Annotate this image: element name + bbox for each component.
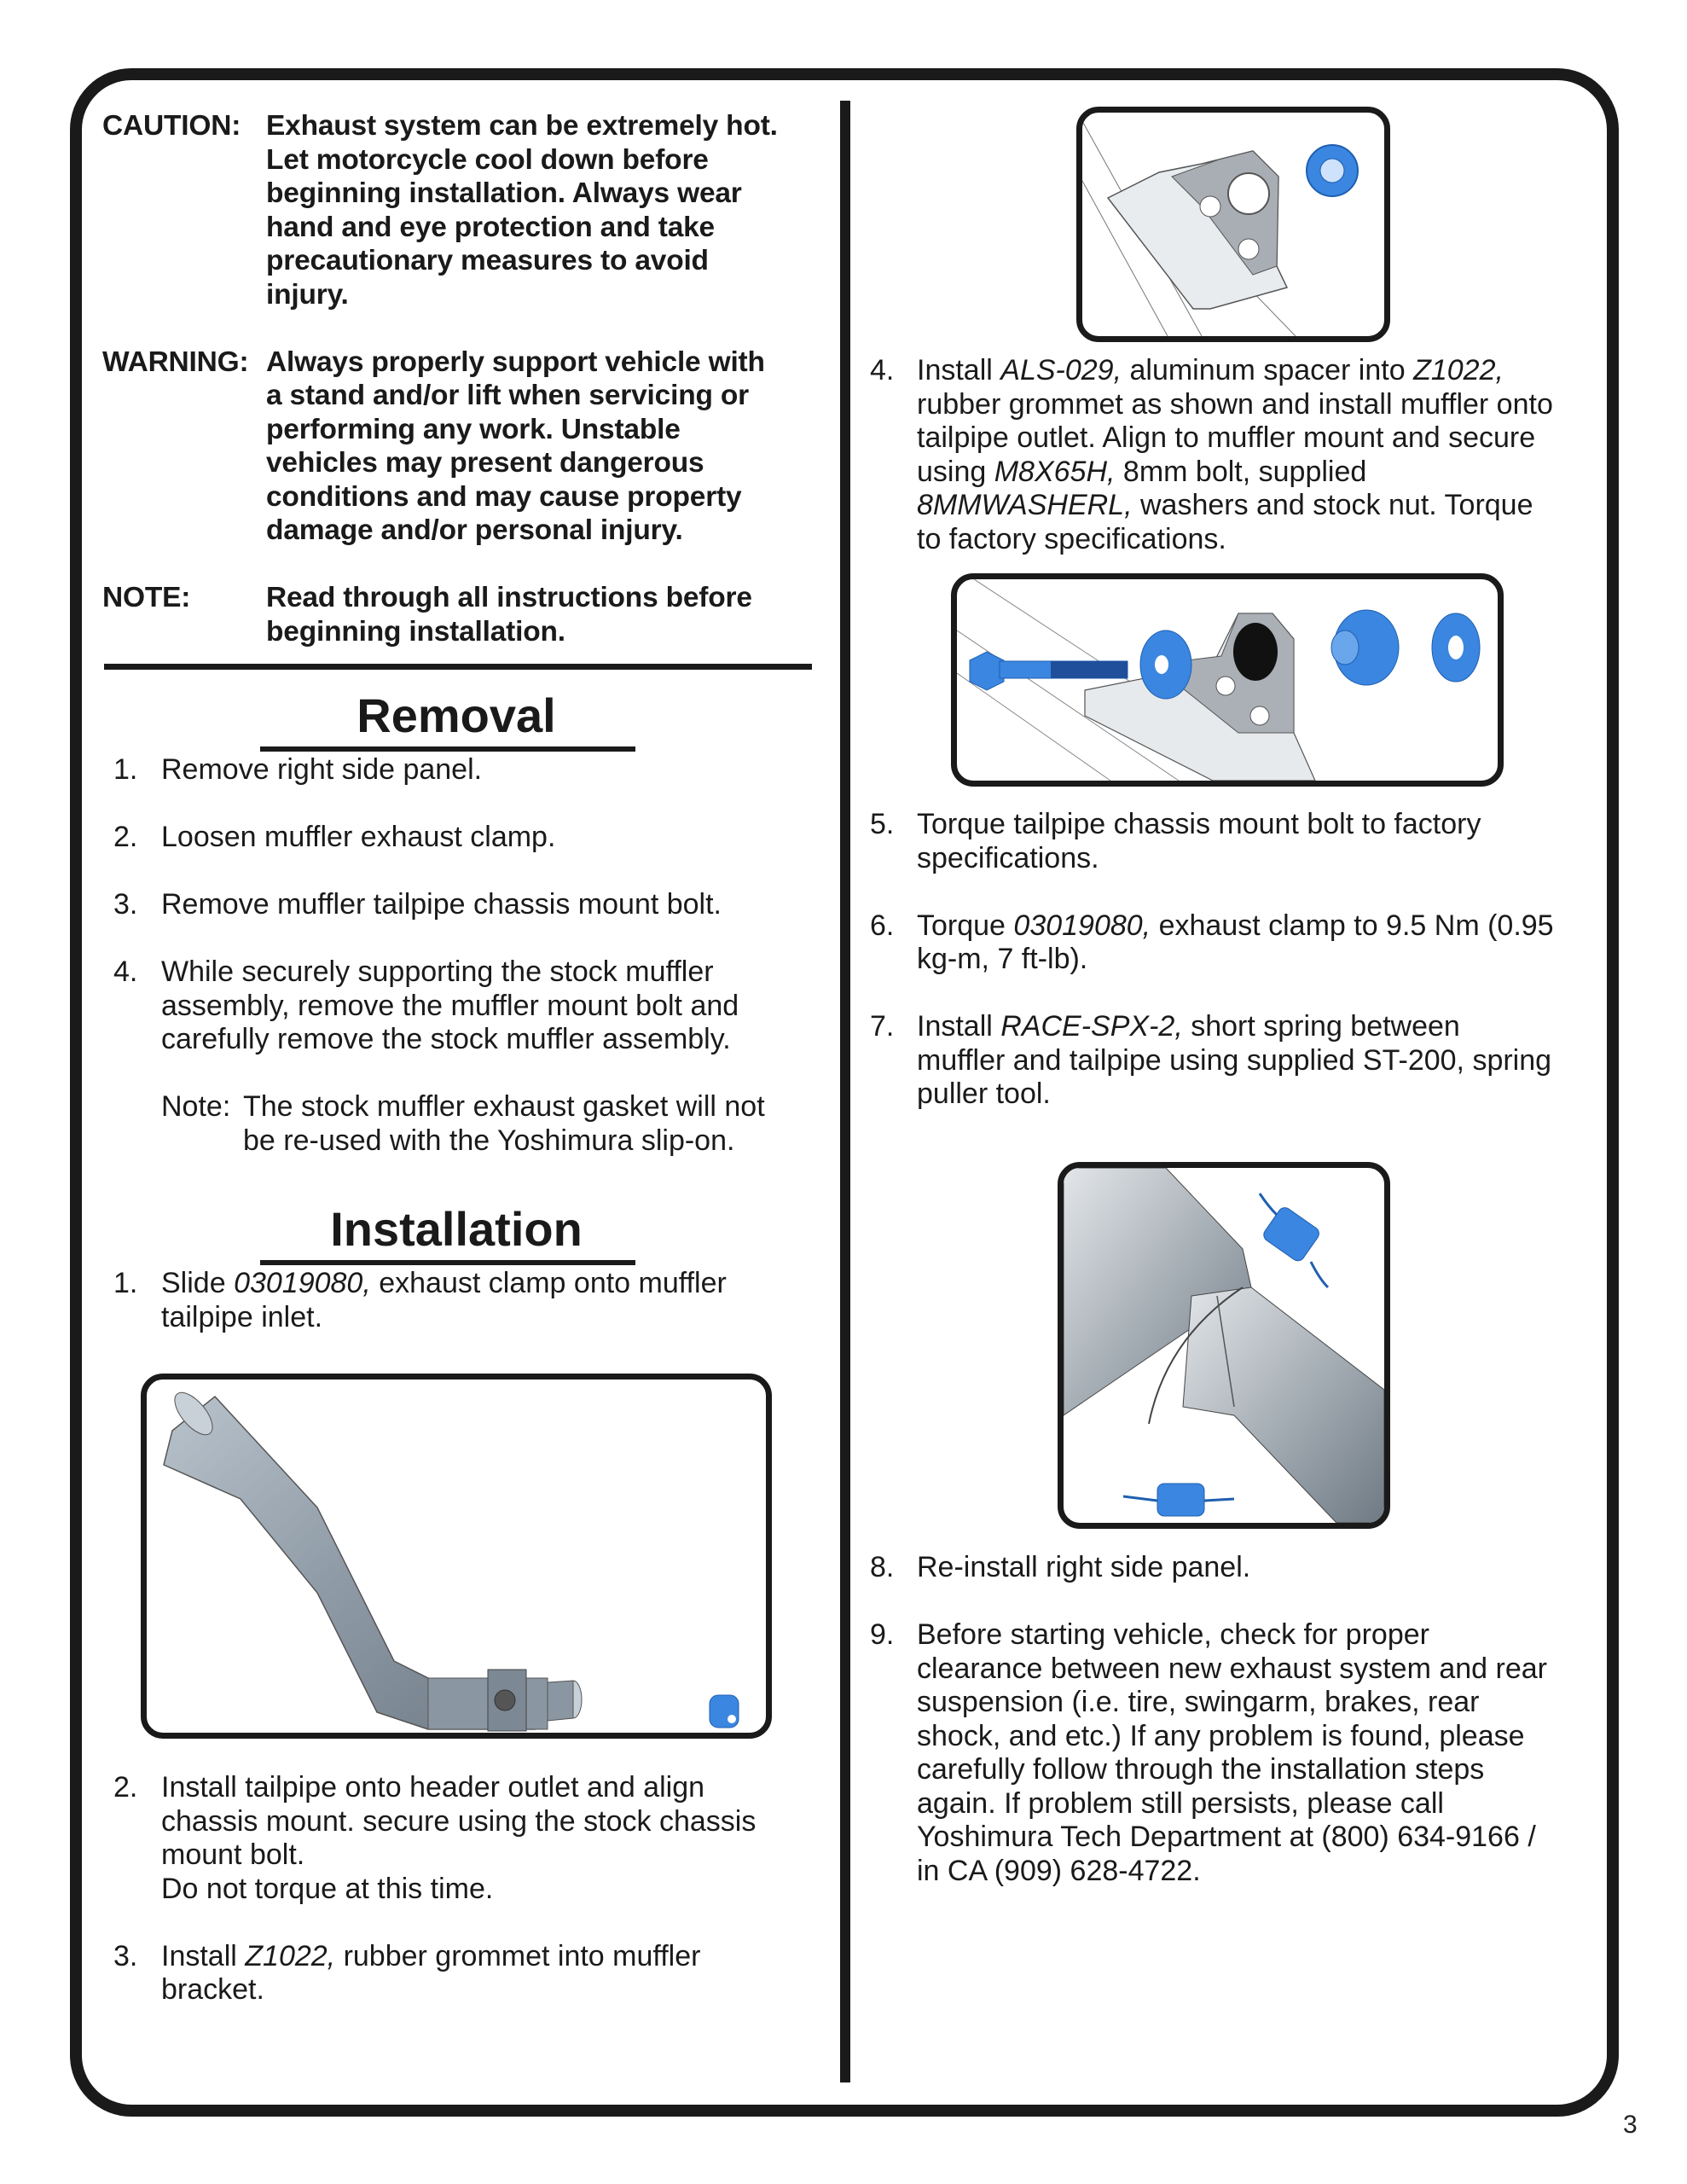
- text: using: [917, 455, 994, 488]
- step-line: While securely supporting the stock muffler: [161, 956, 714, 988]
- part-number: 03019080,: [234, 1267, 371, 1299]
- step-number: 8.: [870, 1551, 895, 1583]
- text: Slide: [161, 1267, 235, 1299]
- caution-line: Exhaust system can be extremely hot.: [266, 110, 778, 142]
- bracket-illustration: [1082, 113, 1384, 336]
- text: Install: [917, 354, 1001, 386]
- warning-line: performing any work. Unstable: [266, 413, 681, 445]
- installation-step: [102, 1267, 819, 1334]
- part-number: Z1022,: [1413, 354, 1504, 386]
- step-line: Before starting vehicle, check for proper: [917, 1618, 1429, 1651]
- step-line: [917, 909, 1597, 944]
- step-line: Loosen muffler exhaust clamp.: [161, 821, 556, 853]
- step-line: [917, 1010, 1597, 1044]
- text: Install: [161, 1939, 246, 1972]
- figure-bracket-grommet: [1076, 107, 1390, 342]
- step-line: Re-install right side panel.: [917, 1551, 1251, 1583]
- step-text: [917, 1010, 1597, 1112]
- springs-illustration: [1064, 1168, 1384, 1523]
- step-text: [917, 808, 1597, 875]
- left-column-lower: [102, 1771, 819, 2007]
- installation-step: [102, 1940, 819, 2007]
- step-number: 7.: [870, 1010, 895, 1043]
- installation-step: [863, 808, 1597, 875]
- step-line: bracket.: [161, 1973, 264, 2006]
- step-line: shock, and etc.) If any problem is found, please: [917, 1719, 1525, 1752]
- step-line: carefully follow through the installation steps: [917, 1753, 1485, 1786]
- step-line: carefully remove the stock muffler assembly.: [161, 1023, 731, 1055]
- step-number: 2.: [113, 821, 138, 853]
- removal-steps: [102, 753, 819, 1158]
- note-text: [266, 581, 819, 648]
- note-line: beginning installation.: [266, 615, 565, 648]
- caution-line: Let motorcycle cool down before: [266, 143, 709, 176]
- installation-step: [863, 909, 1597, 977]
- installation-step: [863, 1010, 1597, 1112]
- installation-step: [863, 354, 1597, 556]
- step-line: again. If problem still persists, please call: [917, 1786, 1444, 1820]
- step-line: Torque tailpipe chassis mount bolt to factory: [917, 808, 1481, 840]
- text: rubber grommet into muffler: [335, 1939, 701, 1972]
- installation-heading-text: Installation: [330, 1202, 583, 1256]
- step-line: tailpipe outlet. Align to muffler mount and secure: [917, 421, 1536, 454]
- bolt-stack-illustration: [957, 579, 1498, 781]
- warning-line: Always properly support vehicle with: [266, 346, 765, 378]
- step-text: [161, 888, 819, 922]
- caution-line: precautionary measures to avoid: [266, 245, 709, 276]
- heading-underline: [260, 1260, 635, 1265]
- step-number: 9.: [870, 1618, 895, 1651]
- installation-steps-left: [102, 1267, 819, 1334]
- step-line: kg-m, 7 ft-lb).: [917, 943, 1088, 975]
- installation-step: [863, 1618, 1597, 1888]
- step-number: 3.: [113, 888, 138, 921]
- step-line: [917, 354, 1597, 388]
- step-line: puller tool.: [917, 1077, 1051, 1110]
- left-column: [102, 109, 819, 1334]
- right-column-step4: [863, 354, 1597, 556]
- part-number: ALS-029,: [1000, 354, 1122, 386]
- removal-step: [102, 821, 819, 855]
- step-text: [917, 909, 1597, 977]
- step-line: mount bolt.: [161, 1838, 305, 1871]
- step-line: in CA (909) 628-4722.: [917, 1854, 1201, 1887]
- part-number: 8MMWASHERL,: [917, 489, 1133, 521]
- step-line: suspension (i.e. tire, swingarm, brakes, rear: [917, 1686, 1480, 1718]
- caution-label: CAUTION:: [102, 110, 241, 142]
- note-label: NOTE:: [102, 582, 191, 613]
- step-line: [161, 1940, 819, 1974]
- spring-icon: [1260, 1194, 1328, 1287]
- text: Torque: [917, 909, 1014, 942]
- step-text: [161, 1771, 819, 1906]
- note-line: Read through all instructions before: [266, 582, 752, 613]
- step-line: muffler and tailpipe using supplied ST-200, spring: [917, 1043, 1552, 1077]
- step-number: 2.: [113, 1771, 138, 1804]
- text: exhaust clamp to 9.5 Nm (0.95: [1151, 909, 1554, 942]
- caution-text: [266, 109, 819, 311]
- installation-steps-right: [863, 354, 1597, 556]
- tailpipe-illustration: [147, 1380, 766, 1733]
- removal-heading-text: Removal: [357, 688, 556, 742]
- step-number: 3.: [113, 1939, 138, 1972]
- caution-block: [102, 109, 819, 311]
- step-number: 6.: [870, 909, 895, 942]
- page-number: 3: [1623, 2111, 1638, 2139]
- step-line: [917, 489, 1597, 523]
- installation-steps-left-lower: [102, 1771, 819, 2007]
- right-column-steps-5-7: [863, 808, 1597, 1112]
- removal-step: [102, 888, 819, 922]
- removal-heading: [102, 688, 810, 752]
- step-text: [161, 956, 819, 1158]
- step-text: [161, 753, 819, 787]
- step-line: to factory specifications.: [917, 522, 1226, 555]
- note-label: Note:: [161, 1090, 231, 1123]
- right-column-steps-8-9: [863, 1551, 1597, 1888]
- bolt-icon: [970, 652, 1128, 690]
- removal-step: [102, 753, 819, 787]
- washer-icon: [1140, 630, 1191, 699]
- caution-line: beginning installation. Always wear: [266, 177, 742, 209]
- step-number: 1.: [113, 753, 138, 786]
- installation-steps-right: [863, 1551, 1597, 1888]
- step-text: [161, 1267, 819, 1334]
- spacer-grommet-icon: [1331, 610, 1399, 685]
- caution-line: hand and eye protection and take: [266, 211, 715, 243]
- text: Install: [917, 1010, 1001, 1043]
- step-line: assembly, remove the muffler mount bolt and: [161, 989, 739, 1022]
- caution-line: injury.: [266, 278, 349, 311]
- step-line: Install tailpipe onto header outlet and align: [161, 1771, 705, 1804]
- installation-steps-right: [863, 808, 1597, 1112]
- note-line: be re-used with the Yoshimura slip-on.: [243, 1124, 735, 1157]
- step-line: rubber grommet as shown and install muffler onto: [917, 387, 1553, 421]
- text: short spring between: [1182, 1010, 1460, 1043]
- step-number: 5.: [870, 808, 895, 840]
- text: washers and stock nut. Torque: [1132, 489, 1533, 521]
- text: exhaust clamp onto muffler: [370, 1267, 727, 1299]
- section-rule: [104, 664, 812, 670]
- part-number: M8X65H,: [994, 455, 1116, 488]
- step-text: [161, 1940, 819, 2007]
- step-text: [917, 1551, 1597, 1585]
- step-number: 4.: [870, 354, 895, 386]
- step-line: Remove right side panel.: [161, 753, 483, 786]
- step-number: 1.: [113, 1267, 138, 1299]
- warning-line: damage and/or personal injury.: [266, 514, 683, 546]
- warning-line: a stand and/or lift when servicing or: [266, 380, 749, 411]
- step-line: Do not torque at this time.: [161, 1872, 494, 1905]
- removal-step: [102, 956, 819, 1158]
- note-block: [102, 581, 819, 648]
- warning-block: [102, 346, 819, 548]
- installation-step: [102, 1771, 819, 1906]
- column-divider: [840, 101, 850, 2082]
- installation-step: [863, 1551, 1597, 1585]
- warning-text: [266, 346, 819, 548]
- figure-tailpipe-clamp: [141, 1374, 772, 1739]
- grommet-icon: [1307, 145, 1358, 196]
- step-line: chassis mount. secure using the stock chassis: [161, 1804, 757, 1838]
- step-line: [161, 1267, 819, 1301]
- part-number: Z1022,: [245, 1939, 336, 1972]
- text: aluminum spacer into: [1122, 354, 1414, 386]
- warning-line: conditions and may cause property: [266, 480, 742, 513]
- step-line: Yoshimura Tech Department at (800) 634-9166 /: [917, 1821, 1536, 1853]
- installation-heading: [102, 1202, 810, 1265]
- step-line: clearance between new exhaust system and rear: [917, 1652, 1547, 1685]
- step-line: tailpipe inlet.: [161, 1300, 323, 1333]
- heading-underline: [260, 746, 635, 752]
- step-text: [161, 821, 819, 855]
- removal-note: [161, 1090, 819, 1124]
- washer-icon: [1432, 613, 1480, 682]
- figure-springs: [1058, 1162, 1390, 1529]
- step-text: [917, 1618, 1597, 1888]
- part-number: RACE-SPX-2,: [1000, 1010, 1183, 1043]
- text: 8mm bolt, supplied: [1115, 455, 1367, 488]
- warning-line: vehicles may present dangerous: [266, 447, 704, 479]
- step-line: specifications.: [917, 841, 1099, 874]
- clamp-icon: [710, 1695, 739, 1728]
- spring-icon: [1123, 1484, 1234, 1516]
- step-line: Remove muffler tailpipe chassis mount bolt.: [161, 888, 722, 921]
- figure-bolt-stack: [951, 573, 1504, 787]
- step-number: 4.: [113, 956, 138, 988]
- note-line: The stock muffler exhaust gasket will not: [243, 1090, 765, 1123]
- step-line: [917, 456, 1597, 490]
- step-text: [917, 354, 1597, 556]
- warning-label: WARNING:: [102, 346, 249, 378]
- part-number: 03019080,: [1013, 909, 1151, 942]
